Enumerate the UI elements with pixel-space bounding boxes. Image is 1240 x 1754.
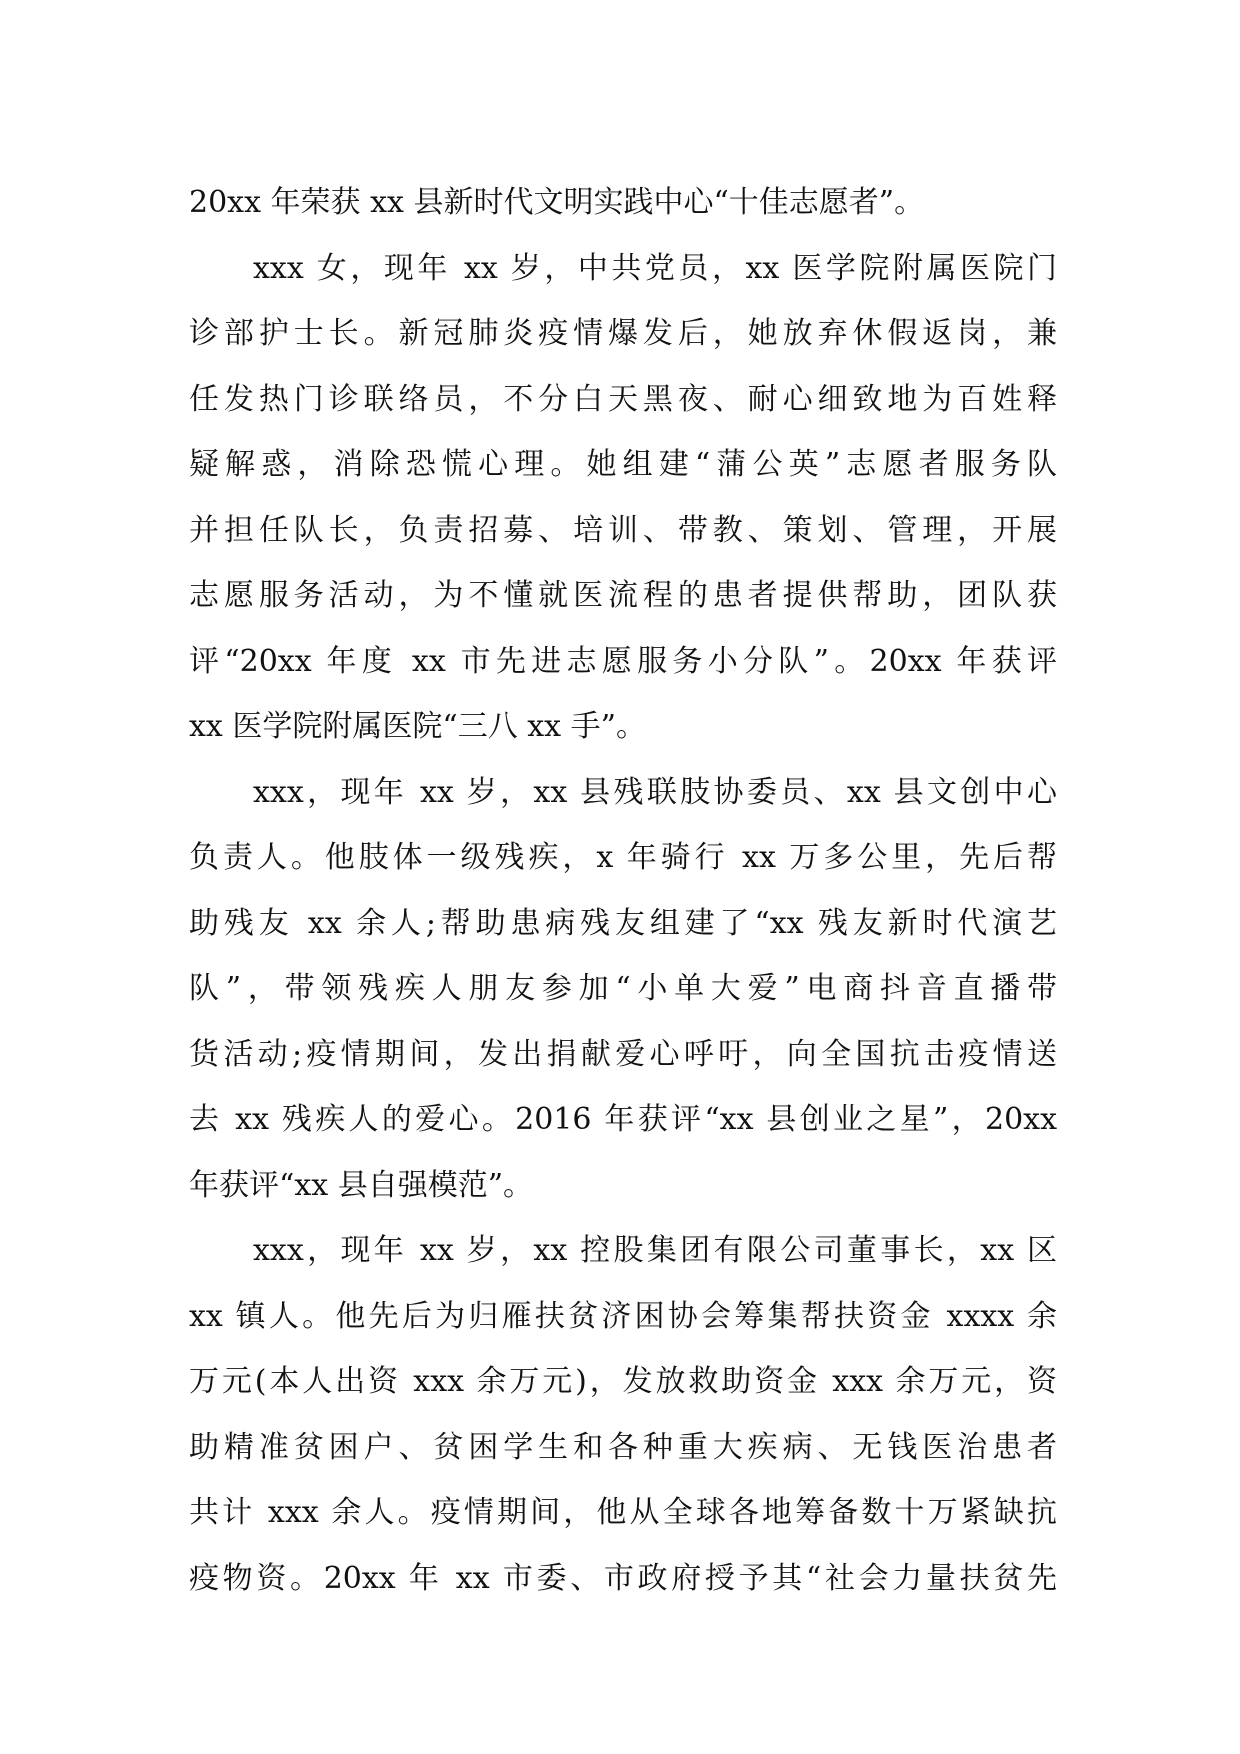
document-page (189, 170, 1057, 1611)
text-line-11: 负责人。他肢体一级残疾，x 年骑行 xx 万多公里，先后帮 (189, 840, 1057, 875)
text-line-22: 疫物资。20xx 年 xx 市委、市政府授予其“社会力量扶贫先 (189, 1560, 1057, 1596)
text-line-13: 队”，带领残疾人朋友参加“小单大爱”电商抖音直播带 (189, 971, 1057, 1006)
text-line-3: 诊部护士长。新冠肺炎疫情爆发后，她放弃休假返岗，兼 (189, 316, 1057, 351)
text-line-12: 助残友 xx 余人;帮助患病残友组建了“xx 残友新时代演艺 (189, 905, 1057, 941)
text-line-14: 货活动;疫情期间，发出捐献爱心呼吁，向全国抗击疫情送 (189, 1036, 1057, 1072)
text-line-7: 志愿服务活动，为不懂就医流程的患者提供帮助，团队获 (189, 578, 1057, 613)
text-line-16: 年获评“xx 县自强模范”。 (189, 1167, 534, 1203)
text-line-8: 评“20xx 年度 xx 市先进志愿服务小分队”。20xx 年获评 (189, 643, 1057, 679)
text-line-21: 共计 xxx 余人。疫情期间，他从全球各地筹备数十万紧缺抗 (189, 1495, 1057, 1530)
text-line-19: 万元(本人出资 xxx 余万元)，发放救助资金 xxx 余万元，资 (189, 1364, 1057, 1399)
text-line-10: xxx，现年 xx 岁，xx 县残联肢协委员、xx 县文创中心 (253, 774, 1057, 810)
text-line-17: xxx，现年 xx 岁，xx 控股集团有限公司董事长，xx 区 (253, 1233, 1057, 1268)
text-line-20: 助精准贫困户、贫困学生和各种重大疾病、无钱医治患者 (189, 1429, 1057, 1465)
text-line-5: 疑解惑，消除恐慌心理。她组建“蒲公英”志愿者服务队 (189, 447, 1057, 482)
text-line-4: 任发热门诊联络员，不分白天黑夜、耐心细致地为百姓释 (189, 381, 1057, 417)
text-line-1: 20xx 年荣获 xx 县新时代文明实践中心“十佳志愿者”。 (189, 185, 925, 220)
text-line-6: 并担任队长，负责招募、培训、带教、策划、管理，开展 (189, 512, 1057, 548)
text-line-15: 去 xx 残疾人的爱心。2016 年获评“xx 县创业之星”，20xx (189, 1102, 1057, 1137)
text-line-2: xxx 女，现年 xx 岁，中共党员，xx 医学院附属医院门 (253, 250, 1057, 286)
text-line-9: xx 医学院附属医院“三八 xx 手”。 (189, 709, 646, 744)
text-line-18: xx 镇人。他先后为归雁扶贫济困协会筹集帮扶资金 xxxx 余 (189, 1298, 1057, 1334)
